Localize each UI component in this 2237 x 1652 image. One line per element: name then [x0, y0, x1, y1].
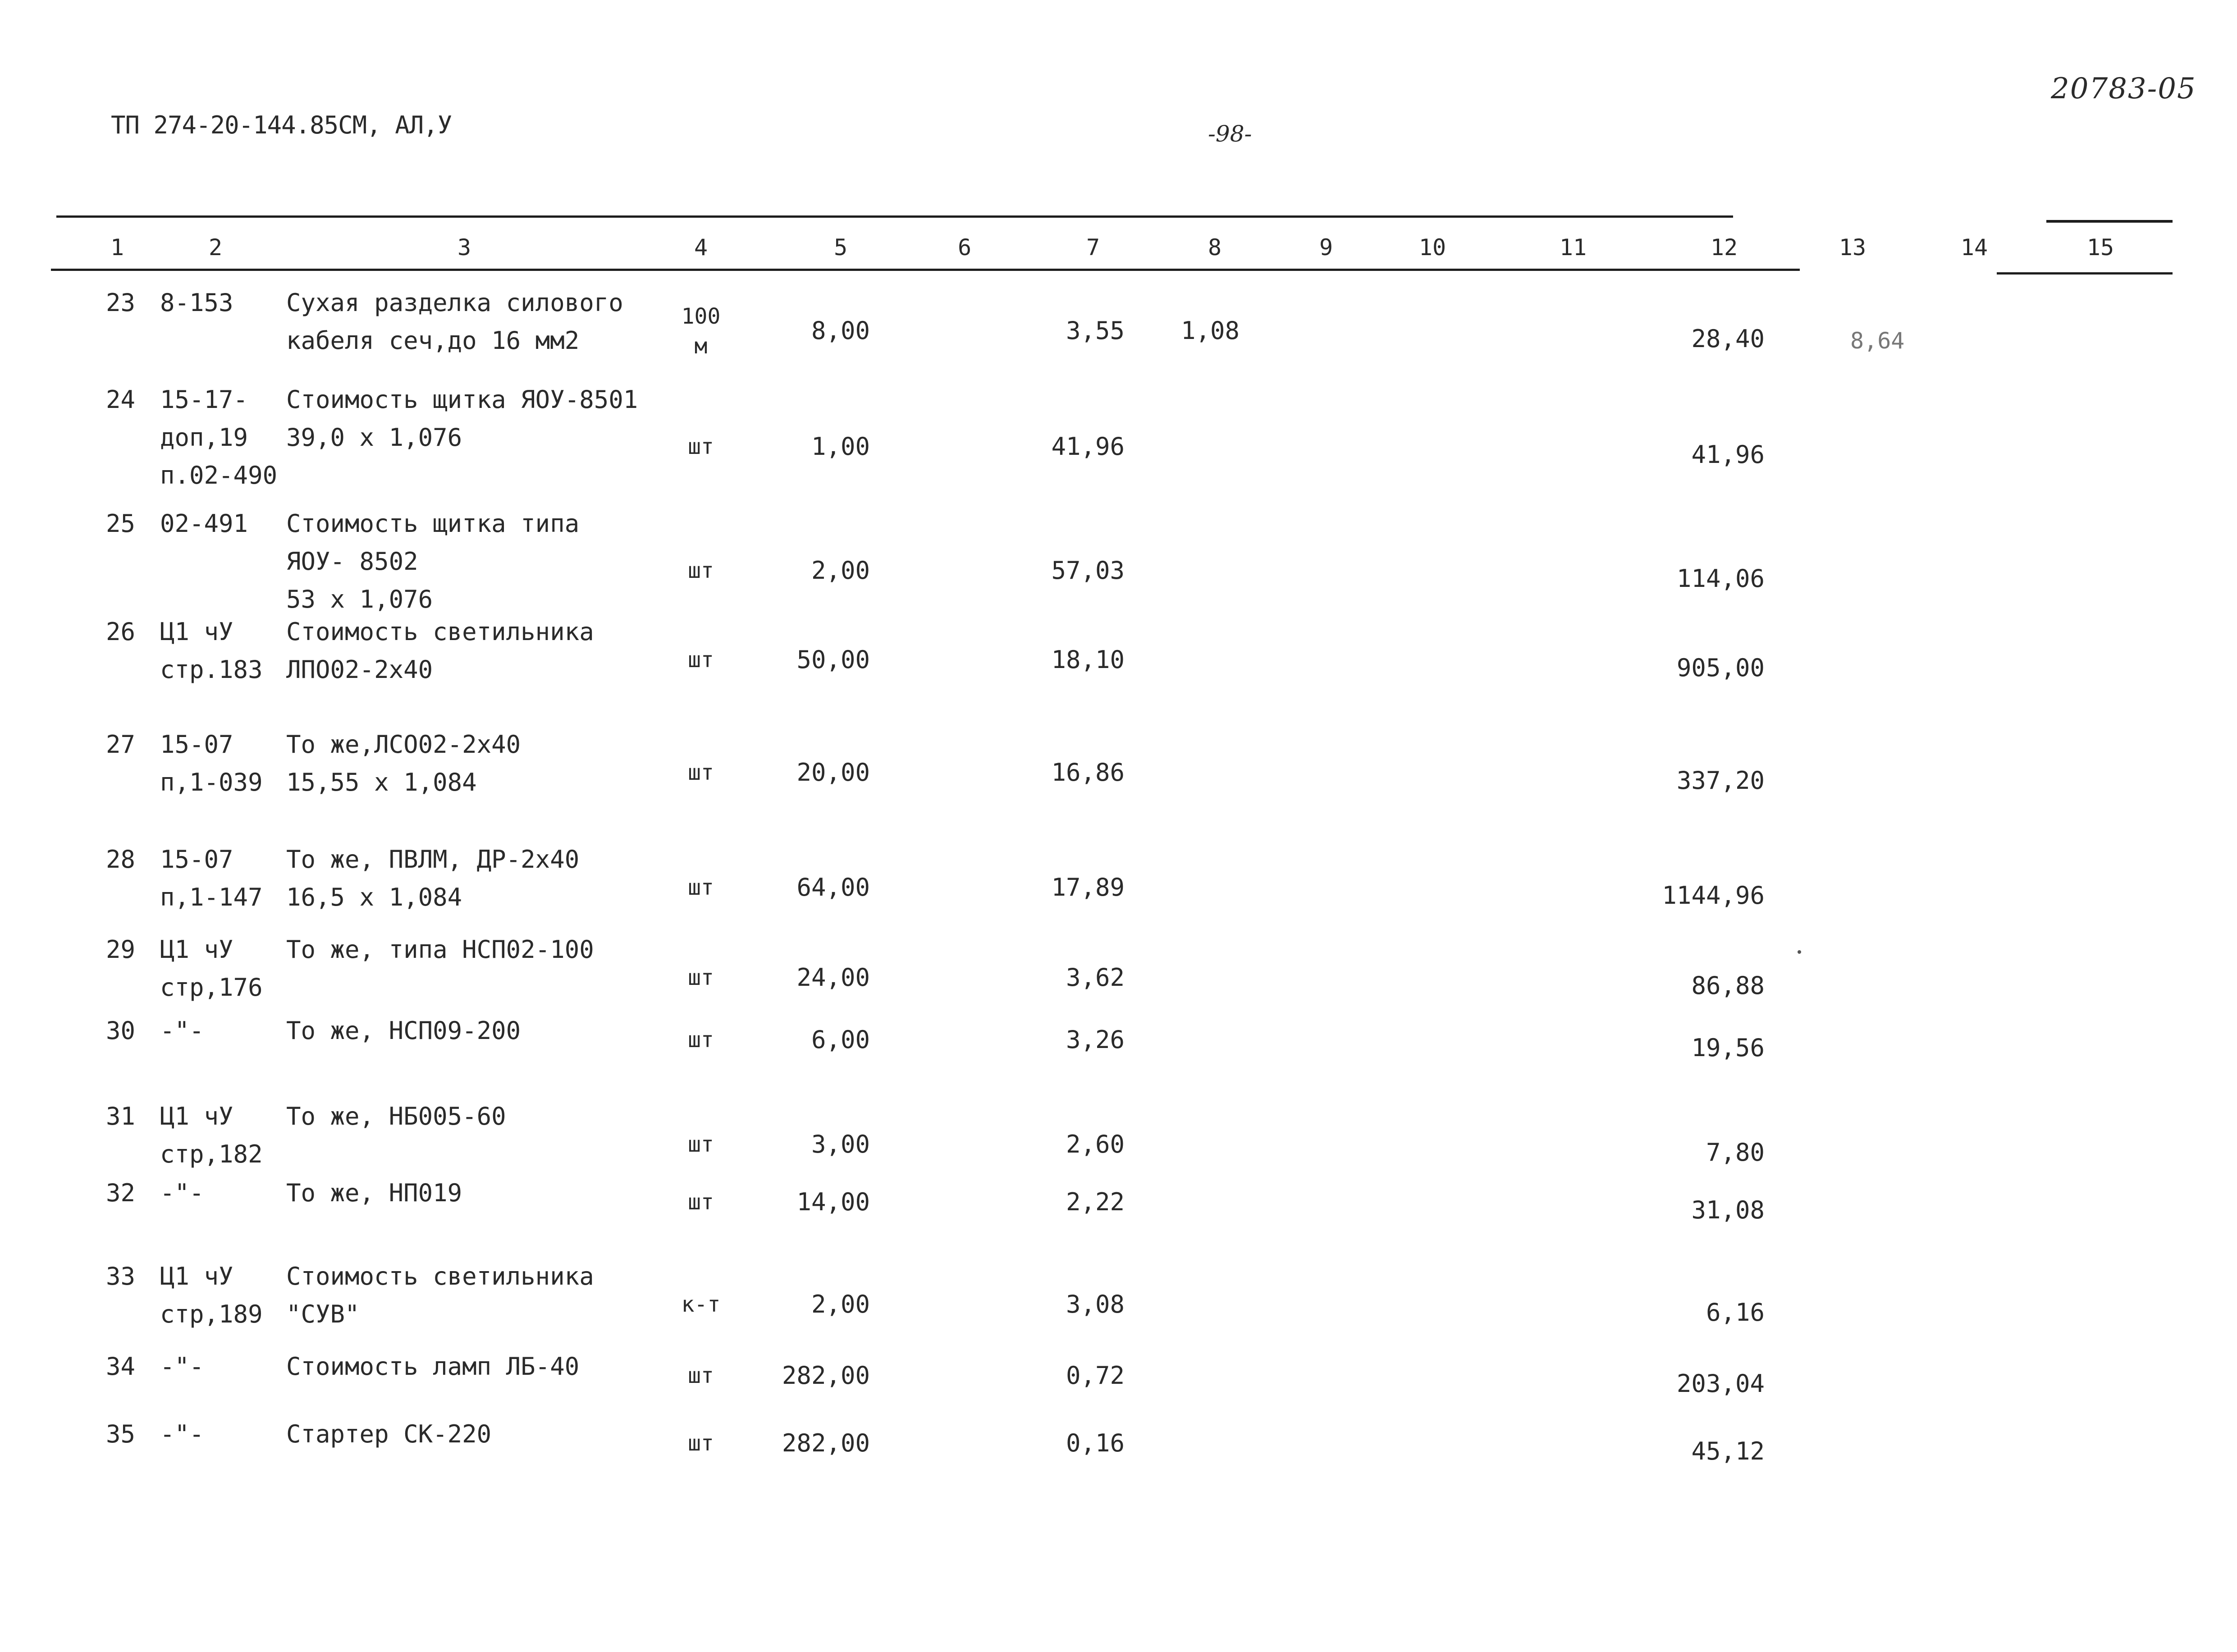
row-number: 27 [105, 730, 135, 759]
row-unit: шт [688, 760, 714, 785]
row-total: 905,00 [1676, 654, 1765, 682]
header-bottom-rule-tail [1997, 272, 2173, 275]
column-header: 3 [457, 234, 471, 261]
row-description: То же, типа НСП02-100 [286, 935, 594, 964]
row-unit: 100 [681, 304, 721, 329]
row-unit: к-т [681, 1292, 721, 1317]
column-header: 5 [833, 234, 848, 261]
column-header: 10 [1418, 234, 1446, 261]
row-code: стр.183 [160, 655, 263, 684]
row-total: 28,40 [1691, 325, 1765, 353]
row-unit-price: 3,08 [1066, 1290, 1125, 1318]
row-code: Ц1 чУ [160, 618, 233, 646]
stray-mark [1798, 950, 1801, 954]
row-description: То же, ПВЛМ, ДР-2х40 [286, 845, 580, 874]
row-number: 31 [105, 1102, 135, 1130]
row-quantity: 20,00 [796, 758, 870, 787]
row-total: 41,96 [1691, 440, 1765, 469]
page-number: -98- [1208, 121, 1252, 147]
row-quantity: 282,00 [782, 1429, 870, 1457]
row-number: 29 [105, 935, 135, 964]
column-header: 1 [110, 234, 124, 261]
row-quantity: 8,00 [811, 316, 870, 345]
column-header: 13 [1839, 234, 1866, 261]
row-code: п,1-039 [160, 768, 263, 796]
row-code: стр,182 [160, 1140, 263, 1168]
row-total: 337,20 [1676, 766, 1765, 795]
archive-number: 20783-05 [2051, 72, 2196, 105]
table-top-rule-tail [2046, 220, 2173, 223]
column-header: 6 [957, 234, 972, 261]
column-header: 7 [1086, 234, 1100, 261]
row-total: 1144,96 [1662, 881, 1765, 910]
row-unit: шт [688, 1027, 714, 1053]
row-total: 86,88 [1691, 971, 1765, 1000]
row-code: Ц1 чУ [160, 1102, 233, 1130]
row-code: п,1-147 [160, 883, 263, 911]
row-description: То же, НСП09-200 [286, 1016, 521, 1045]
row-quantity: 14,00 [796, 1188, 870, 1216]
row-code: п.02-490 [160, 461, 278, 490]
column-header: 14 [1960, 234, 1988, 261]
row-code: -"- [160, 1420, 204, 1448]
row-quantity: 282,00 [782, 1361, 870, 1390]
row-unit: шт [688, 1190, 714, 1215]
row-total: 6,16 [1706, 1298, 1765, 1327]
row-number: 24 [105, 385, 135, 414]
row-number: 26 [105, 618, 135, 646]
row-total: 114,06 [1676, 564, 1765, 593]
row-code: 02-491 [160, 509, 248, 538]
row-unit-price: 17,89 [1051, 873, 1125, 902]
row-col13-value: 8,64 [1850, 328, 1905, 354]
row-code: 15-07 [160, 730, 233, 759]
row-description: 16,5 х 1,084 [286, 883, 462, 911]
row-unit-price: 57,03 [1051, 556, 1125, 585]
column-header: 4 [694, 234, 708, 261]
doc-code: ТП 274-20-144.85СМ, АЛ,У [111, 111, 452, 139]
row-code: -"- [160, 1179, 204, 1207]
row-quantity: 2,00 [811, 556, 870, 585]
row-description: То же,ЛСО02-2х40 [286, 730, 521, 759]
row-code: доп,19 [160, 423, 248, 452]
row-description: 15,55 х 1,084 [286, 768, 477, 796]
row-description: кабеля сеч,до 16 мм2 [286, 326, 580, 355]
row-quantity: 64,00 [796, 873, 870, 902]
row-quantity: 2,00 [811, 1290, 870, 1318]
row-unit-price: 0,16 [1066, 1429, 1125, 1457]
table-top-rule [56, 215, 1733, 218]
row-number: 33 [105, 1262, 135, 1290]
row-quantity: 50,00 [796, 645, 870, 674]
row-number: 34 [105, 1352, 135, 1381]
row-total: 203,04 [1676, 1369, 1765, 1398]
row-unit: шт [688, 965, 714, 990]
row-col8-value: 1,08 [1181, 316, 1240, 345]
row-unit: шт [688, 1431, 714, 1456]
row-unit-price: 2,22 [1066, 1188, 1125, 1216]
row-total: 31,08 [1691, 1196, 1765, 1224]
row-unit: шт [688, 434, 714, 459]
row-code: Ц1 чУ [160, 1262, 233, 1290]
row-number: 32 [105, 1179, 135, 1207]
column-header: 2 [208, 234, 223, 261]
row-number: 28 [105, 845, 135, 874]
row-unit-price: 16,86 [1051, 758, 1125, 787]
row-description: Сухая разделка силового [286, 288, 623, 317]
row-unit-price: 3,62 [1066, 963, 1125, 992]
row-description: Стоимость щитка типа [286, 509, 580, 538]
row-unit: шт [688, 1132, 714, 1157]
row-unit: м [694, 334, 708, 359]
column-header: 12 [1710, 234, 1738, 261]
row-quantity: 1,00 [811, 432, 870, 461]
row-description: Стоимость щитка ЯОУ-8501 [286, 385, 638, 414]
row-code: 15-07 [160, 845, 233, 874]
row-description: Стоимость светильника [286, 618, 594, 646]
row-unit-price: 18,10 [1051, 645, 1125, 674]
row-total: 7,80 [1706, 1138, 1765, 1167]
row-code: стр,189 [160, 1300, 263, 1328]
row-code: Ц1 чУ [160, 935, 233, 964]
row-code: стр,176 [160, 973, 263, 1002]
row-description: ЛПО02-2х40 [286, 655, 433, 684]
row-number: 23 [105, 288, 135, 317]
row-unit-price: 3,26 [1066, 1025, 1125, 1054]
row-description: Стартер СК-220 [286, 1420, 492, 1448]
row-description: "СУВ" [286, 1300, 360, 1328]
row-unit-price: 41,96 [1051, 432, 1125, 461]
row-description: То же, НБ005-60 [286, 1102, 506, 1130]
row-description: Стоимость светильника [286, 1262, 594, 1290]
row-unit-price: 0,72 [1066, 1361, 1125, 1390]
row-total: 19,56 [1691, 1034, 1765, 1062]
column-header: 8 [1208, 234, 1222, 261]
row-quantity: 3,00 [811, 1130, 870, 1158]
row-number: 30 [105, 1016, 135, 1045]
row-unit-price: 3,55 [1066, 316, 1125, 345]
row-number: 25 [105, 509, 135, 538]
row-code: 8-153 [160, 288, 233, 317]
header-bottom-rule [51, 269, 1800, 271]
row-code: -"- [160, 1352, 204, 1381]
row-description: ЯОУ- 8502 [286, 547, 418, 576]
row-code: 15-17- [160, 385, 248, 414]
row-description: 53 х 1,076 [286, 585, 433, 613]
row-description: 39,0 х 1,076 [286, 423, 462, 452]
row-total: 45,12 [1691, 1437, 1765, 1465]
row-unit: шт [688, 647, 714, 673]
column-header: 9 [1319, 234, 1333, 261]
row-description: Стоимость ламп ЛБ-40 [286, 1352, 580, 1381]
row-number: 35 [105, 1420, 135, 1448]
row-unit: шт [688, 1363, 714, 1388]
row-description: То же, НП019 [286, 1179, 462, 1207]
row-code: -"- [160, 1016, 204, 1045]
row-quantity: 6,00 [811, 1025, 870, 1054]
row-quantity: 24,00 [796, 963, 870, 992]
column-header: 15 [2086, 234, 2114, 261]
column-header: 11 [1559, 234, 1587, 261]
row-unit: шт [688, 875, 714, 900]
row-unit: шт [688, 558, 714, 583]
row-unit-price: 2,60 [1066, 1130, 1125, 1158]
